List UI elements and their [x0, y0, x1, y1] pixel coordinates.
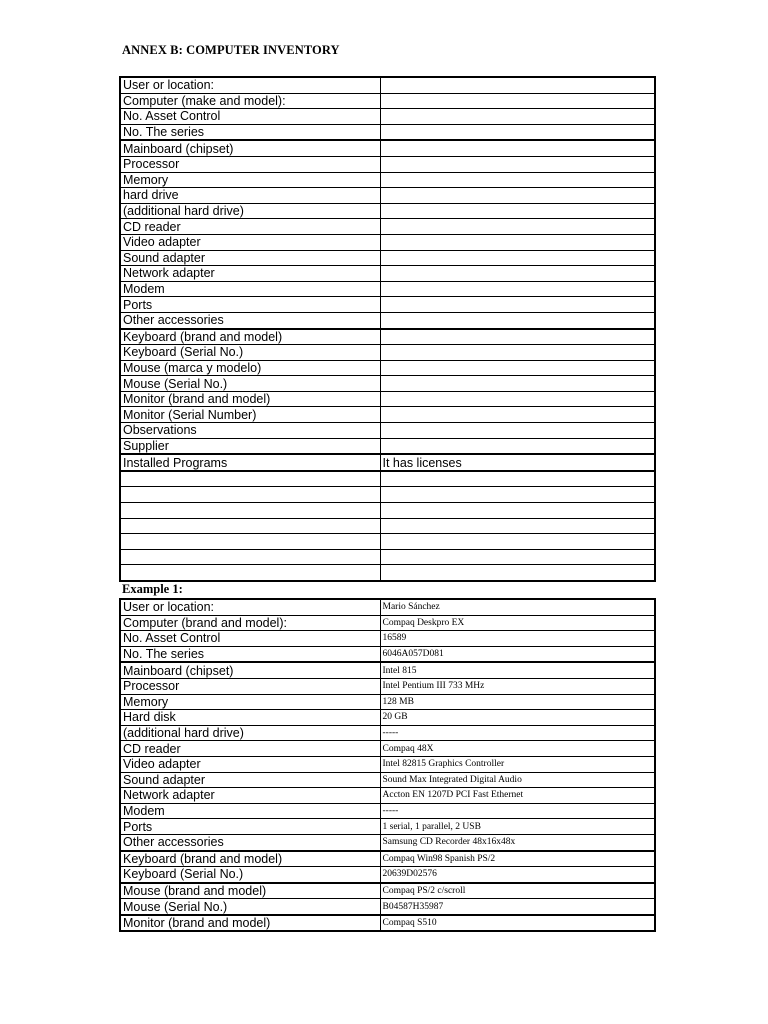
row-value: Intel 82815 Graphics Controller [380, 756, 655, 772]
row-label: Monitor (Serial Number) [120, 407, 380, 423]
row-label: Processor [120, 678, 380, 694]
row-label: User or location: [120, 77, 380, 93]
row-label: Other accessories [120, 834, 380, 850]
row-value: Accton EN 1207D PCI Fast Ethernet [380, 788, 655, 804]
row-value: 20639D02576 [380, 867, 655, 883]
example-heading: Example 1: [122, 582, 183, 596]
row-value: Compaq Win98 Spanish PS/2 [380, 851, 655, 867]
row-label: CD reader [120, 219, 380, 235]
table-row [120, 678, 655, 694]
row-value [380, 438, 655, 454]
row-label [120, 549, 380, 565]
table-row [120, 534, 655, 550]
table-row [120, 725, 655, 741]
table-row [120, 423, 655, 439]
row-value [380, 518, 655, 534]
row-label: No. The series [120, 646, 380, 662]
row-label: Network adapter [120, 266, 380, 282]
row-value [380, 140, 655, 156]
row-label: Mouse (Serial No.) [120, 899, 380, 915]
table-row [120, 471, 655, 487]
row-label: Sound adapter [120, 250, 380, 266]
row-label: Modem [120, 803, 380, 819]
table-row [120, 694, 655, 710]
table-row [120, 234, 655, 250]
table-row [120, 454, 655, 471]
table-row [120, 518, 655, 534]
row-value [380, 407, 655, 423]
table-row [120, 203, 655, 219]
table-row [120, 503, 655, 519]
row-value: Sound Max Integrated Digital Audio [380, 772, 655, 788]
table-row [120, 487, 655, 503]
row-label: Installed Programs [120, 454, 380, 471]
table-row [120, 646, 655, 662]
row-value [380, 281, 655, 297]
row-label: Processor [120, 156, 380, 172]
row-label [120, 471, 380, 487]
table-row [120, 834, 655, 850]
row-value: 6046A057D081 [380, 646, 655, 662]
row-value [380, 203, 655, 219]
row-value [380, 219, 655, 235]
table-row [120, 599, 655, 615]
table-row [120, 631, 655, 647]
row-value [380, 234, 655, 250]
row-label: Keyboard (Serial No.) [120, 345, 380, 361]
table-row [120, 803, 655, 819]
row-value [380, 360, 655, 376]
table-row [120, 915, 655, 932]
table-row [120, 266, 655, 282]
table-row [120, 281, 655, 297]
row-value [380, 77, 655, 93]
row-value [380, 312, 655, 328]
row-value [380, 172, 655, 188]
row-value [380, 376, 655, 392]
row-label: User or location: [120, 599, 380, 615]
table-row [120, 360, 655, 376]
row-value [380, 266, 655, 282]
row-label: Monitor (brand and model) [120, 391, 380, 407]
table-row [120, 772, 655, 788]
row-label: Keyboard (Serial No.) [120, 867, 380, 883]
row-label: hard drive [120, 188, 380, 204]
row-label: Mainboard (chipset) [120, 662, 380, 678]
row-label: Mouse (Serial No.) [120, 376, 380, 392]
table-row [120, 615, 655, 631]
row-label: Computer (brand and model): [120, 615, 380, 631]
table-row [120, 312, 655, 328]
row-value: Intel Pentium III 733 MHz [380, 678, 655, 694]
row-value: Compaq S510 [380, 915, 655, 932]
row-label: Computer (make and model): [120, 93, 380, 109]
table-row [120, 549, 655, 565]
row-label: No. Asset Control [120, 631, 380, 647]
table-row [120, 345, 655, 361]
row-value: ----- [380, 803, 655, 819]
table-row [120, 741, 655, 757]
table-row [120, 710, 655, 726]
table-row [120, 851, 655, 867]
row-label: No. Asset Control [120, 109, 380, 125]
table-row [120, 565, 655, 581]
row-value [380, 487, 655, 503]
table-row [120, 297, 655, 313]
row-label: (additional hard drive) [120, 725, 380, 741]
row-value [380, 423, 655, 439]
row-label: Supplier [120, 438, 380, 454]
table-row [120, 250, 655, 266]
table-row [120, 883, 655, 899]
table-row [120, 899, 655, 915]
row-value [380, 156, 655, 172]
row-label [120, 534, 380, 550]
row-label: Sound adapter [120, 772, 380, 788]
row-value: 20 GB [380, 710, 655, 726]
row-label: Video adapter [120, 234, 380, 250]
row-value [380, 503, 655, 519]
table-row [120, 788, 655, 804]
row-label: Observations [120, 423, 380, 439]
row-label: Keyboard (brand and model) [120, 851, 380, 867]
row-label: Keyboard (brand and model) [120, 329, 380, 345]
row-value [380, 124, 655, 140]
table-row [120, 329, 655, 345]
row-value: 16589 [380, 631, 655, 647]
row-label: Video adapter [120, 756, 380, 772]
table-row [120, 391, 655, 407]
table-row [120, 219, 655, 235]
row-value [380, 549, 655, 565]
row-value [380, 534, 655, 550]
row-value: Compaq 48X [380, 741, 655, 757]
table-row [120, 124, 655, 140]
row-label: Monitor (brand and model) [120, 915, 380, 932]
row-value: Intel 815 [380, 662, 655, 678]
row-label: Mouse (marca y modelo) [120, 360, 380, 376]
row-label: Other accessories [120, 312, 380, 328]
row-label: (additional hard drive) [120, 203, 380, 219]
row-value [380, 329, 655, 345]
row-value: It has licenses [380, 454, 655, 471]
table-row [120, 438, 655, 454]
row-value: Samsung CD Recorder 48x16x48x [380, 834, 655, 850]
row-label: Memory [120, 694, 380, 710]
row-value: B04587H35987 [380, 899, 655, 915]
row-value [380, 109, 655, 125]
example-inventory-table [119, 598, 656, 932]
row-label: Hard disk [120, 710, 380, 726]
table-row [120, 77, 655, 93]
row-value [380, 471, 655, 487]
table-row [120, 376, 655, 392]
row-value [380, 297, 655, 313]
row-label [120, 565, 380, 581]
table-row [120, 172, 655, 188]
table-row [120, 819, 655, 835]
row-value [380, 188, 655, 204]
row-label: CD reader [120, 741, 380, 757]
row-value: Compaq PS/2 c/scroll [380, 883, 655, 899]
row-label: Ports [120, 819, 380, 835]
row-label: Mouse (brand and model) [120, 883, 380, 899]
inventory-form-table [119, 76, 656, 582]
row-value [380, 345, 655, 361]
table-row [120, 756, 655, 772]
row-value [380, 93, 655, 109]
table-row [120, 109, 655, 125]
table-row [120, 156, 655, 172]
row-label: No. The series [120, 124, 380, 140]
row-value [380, 391, 655, 407]
table-row [120, 93, 655, 109]
row-label: Ports [120, 297, 380, 313]
row-value: 1 serial, 1 parallel, 2 USB [380, 819, 655, 835]
row-value: Compaq Deskpro EX [380, 615, 655, 631]
row-label: Modem [120, 281, 380, 297]
row-label [120, 487, 380, 503]
row-label: Mainboard (chipset) [120, 140, 380, 156]
table-row [120, 867, 655, 883]
row-label [120, 518, 380, 534]
row-value [380, 565, 655, 581]
page-title: ANNEX B: COMPUTER INVENTORY [122, 43, 340, 57]
row-value: Mario Sánchez [380, 599, 655, 615]
row-value: ----- [380, 725, 655, 741]
table-row [120, 188, 655, 204]
row-label: Network adapter [120, 788, 380, 804]
row-value [380, 250, 655, 266]
row-label [120, 503, 380, 519]
table-row [120, 407, 655, 423]
row-value: 128 MB [380, 694, 655, 710]
row-label: Memory [120, 172, 380, 188]
table-row [120, 140, 655, 156]
table-row [120, 662, 655, 678]
